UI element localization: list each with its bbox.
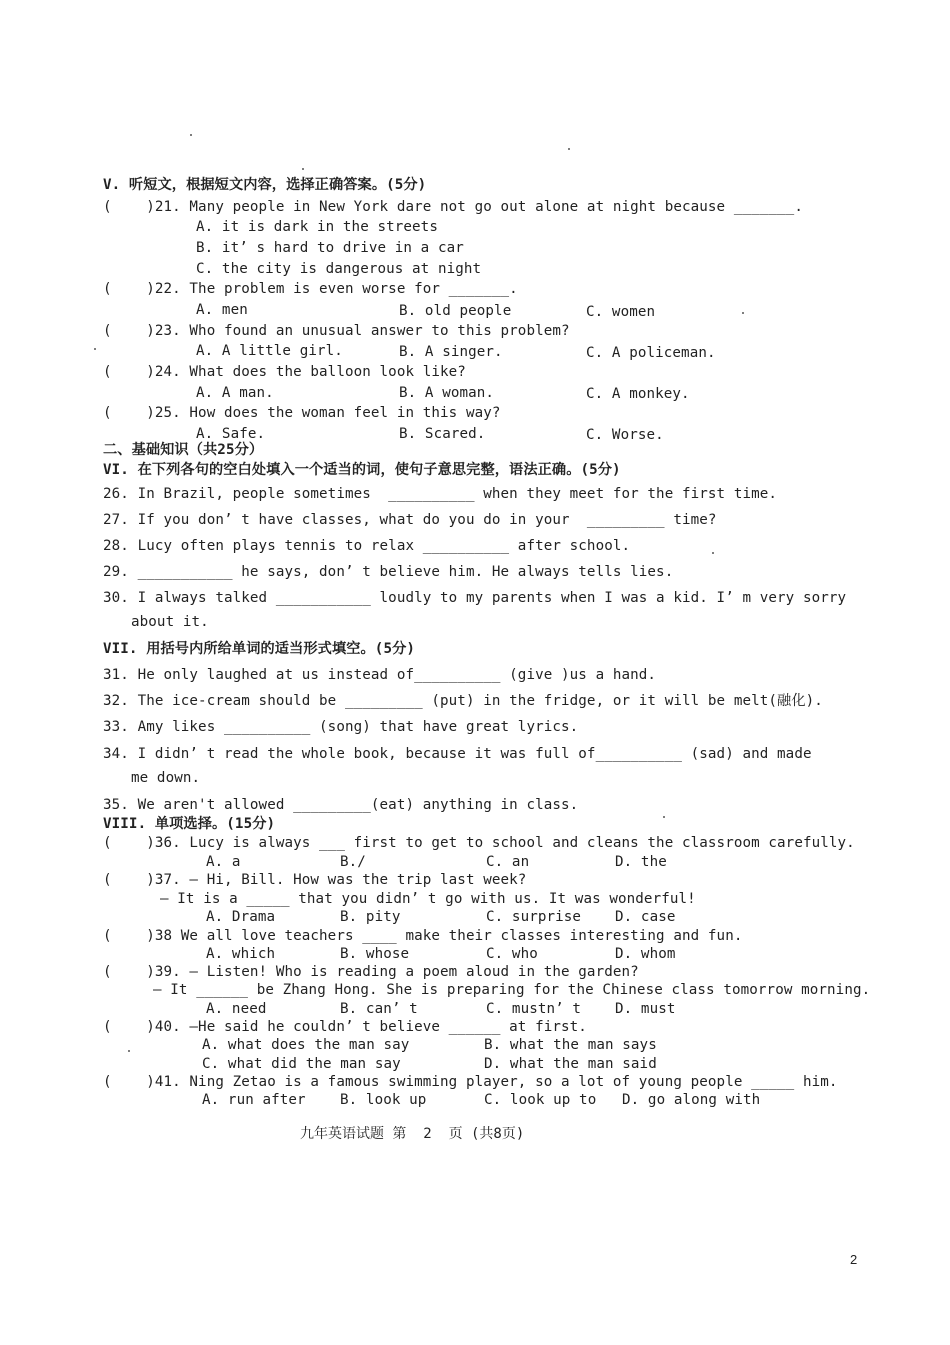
option-21-a: A. it is dark in the streets	[196, 219, 438, 235]
question-36: ( )36. Lucy is always ___ first to get to school and cleans the classroom carefully.	[103, 835, 855, 851]
question-37-reply: — It is a _____ that you didn’ t go with us. It was wonderful!	[160, 891, 696, 907]
option-38-c: C. who	[486, 946, 538, 962]
question-34-continued: me down.	[131, 770, 201, 786]
option-40-b: B. what the man says	[484, 1037, 657, 1053]
question-26: 26. In Brazil, people sometimes __________ when they meet for the first time.	[103, 486, 778, 502]
option-25-a: A. Safe.	[196, 426, 266, 442]
option-37-d: D. case	[615, 909, 676, 925]
option-38-b: B. whose	[340, 946, 410, 962]
scan-speck	[94, 348, 96, 350]
option-36-d: D. the	[615, 854, 667, 870]
option-22-a: A. men	[196, 302, 248, 318]
option-38-d: D. whom	[615, 946, 676, 962]
scan-speck	[128, 1050, 130, 1052]
option-39-b: B. can’ t	[340, 1001, 418, 1017]
question-34: 34. I didn’ t read the whole book, because it was full of__________ (sad) and made	[103, 746, 812, 762]
section-v-heading: V. 听短文，根据短文内容，选择正确答案。(5分)	[103, 177, 427, 193]
question-27: 27. If you don’ t have classes, what do you do in your _________ time?	[103, 512, 717, 528]
section-vi-heading: VI. 在下列各句的空白处填入一个适当的词，使句子意思完整，语法正确。(5分)	[103, 462, 621, 478]
question-39-reply: — It ______ be Zhang Hong. She is preparing for the Chinese class tomorrow morning.	[153, 982, 871, 998]
scan-speck	[742, 312, 744, 314]
option-37-c: C. surprise	[486, 909, 582, 925]
option-22-c: C. women	[586, 304, 656, 320]
option-40-d: D. what the man said	[484, 1056, 657, 1072]
option-25-b: B. Scared.	[399, 426, 486, 442]
question-39: ( )39. — Listen! Who is reading a poem aloud in the garden?	[103, 964, 639, 980]
option-39-d: D. must	[615, 1001, 676, 1017]
question-38: ( )38 We all love teachers ____ make their classes interesting and fun.	[103, 928, 743, 944]
option-21-b: B. it’ s hard to drive in a car	[196, 240, 464, 256]
scan-speck	[302, 168, 304, 170]
question-40: ( )40. —He said he couldn’ t believe ______ at first.	[103, 1019, 587, 1035]
scan-speck	[568, 148, 570, 150]
option-41-b: B. look up	[340, 1092, 427, 1108]
part-two-heading: 二、基础知识（共25分）	[103, 442, 264, 458]
question-29: 29. ___________ he says, don’ t believe him. He always tells lies.	[103, 564, 674, 580]
question-22: ( )22. The problem is even worse for _______.	[103, 281, 518, 297]
scan-speck	[712, 552, 714, 554]
question-30-continued: about it.	[131, 614, 209, 630]
option-21-c: C. the city is dangerous at night	[196, 261, 482, 277]
option-37-b: B. pity	[340, 909, 401, 925]
question-32: 32. The ice-cream should be _________ (put) in the fridge, or it will be melt(融化).	[103, 693, 823, 709]
option-24-c: C. A monkey.	[586, 386, 690, 402]
option-38-a: A. which	[206, 946, 276, 962]
question-24: ( )24. What does the balloon look like?	[103, 364, 466, 380]
question-30: 30. I always talked ___________ loudly to my parents when I was a kid. I’ m very sorry	[103, 590, 847, 606]
option-39-c: C. mustn’ t	[486, 1001, 582, 1017]
question-28: 28. Lucy often plays tennis to relax __________ after school.	[103, 538, 631, 554]
option-25-c: C. Worse.	[586, 427, 664, 443]
option-37-a: A. Drama	[206, 909, 276, 925]
option-24-b: B. A woman.	[399, 385, 495, 401]
option-41-c: C. look up to	[484, 1092, 597, 1108]
option-39-a: A. need	[206, 1001, 267, 1017]
page-number: 2	[850, 1252, 858, 1267]
question-21: ( )21. Many people in New York dare not go out alone at night because _______.	[103, 199, 803, 215]
option-36-b: B./	[340, 854, 366, 870]
option-22-b: B. old people	[399, 303, 512, 319]
option-24-a: A. A man.	[196, 385, 274, 401]
option-41-d: D. go along with	[622, 1092, 761, 1108]
scan-speck	[190, 134, 192, 136]
option-23-b: B. A singer.	[399, 344, 503, 360]
question-41: ( )41. Ning Zetao is a famous swimming player, so a lot of young people _____ him.	[103, 1074, 838, 1090]
question-35: 35. We aren't allowed _________(eat) anything in class.	[103, 797, 579, 813]
page-footer: 九年英语试题 第 2 页 (共8页)	[300, 1126, 525, 1142]
option-23-c: C. A policeman.	[586, 345, 716, 361]
question-31: 31. He only laughed at us instead of__________ (give )us a hand.	[103, 667, 657, 683]
option-23-a: A. A little girl.	[196, 343, 343, 359]
question-33: 33. Amy likes __________ (song) that have great lyrics.	[103, 719, 579, 735]
section-vii-heading: VII. 用括号内所给单词的适当形式填空。(5分)	[103, 641, 416, 657]
option-41-a: A. run after	[202, 1092, 306, 1108]
section-viii-heading: VIII. 单项选择。(15分)	[103, 816, 276, 832]
option-36-a: A. a	[206, 854, 241, 870]
option-36-c: C. an	[486, 854, 530, 870]
option-40-a: A. what does the man say	[202, 1037, 410, 1053]
scan-speck	[663, 816, 665, 818]
question-37: ( )37. — Hi, Bill. How was the trip last week?	[103, 872, 527, 888]
question-25: ( )25. How does the woman feel in this way?	[103, 405, 501, 421]
question-23: ( )23. Who found an unusual answer to this problem?	[103, 323, 570, 339]
option-40-c: C. what did the man say	[202, 1056, 401, 1072]
